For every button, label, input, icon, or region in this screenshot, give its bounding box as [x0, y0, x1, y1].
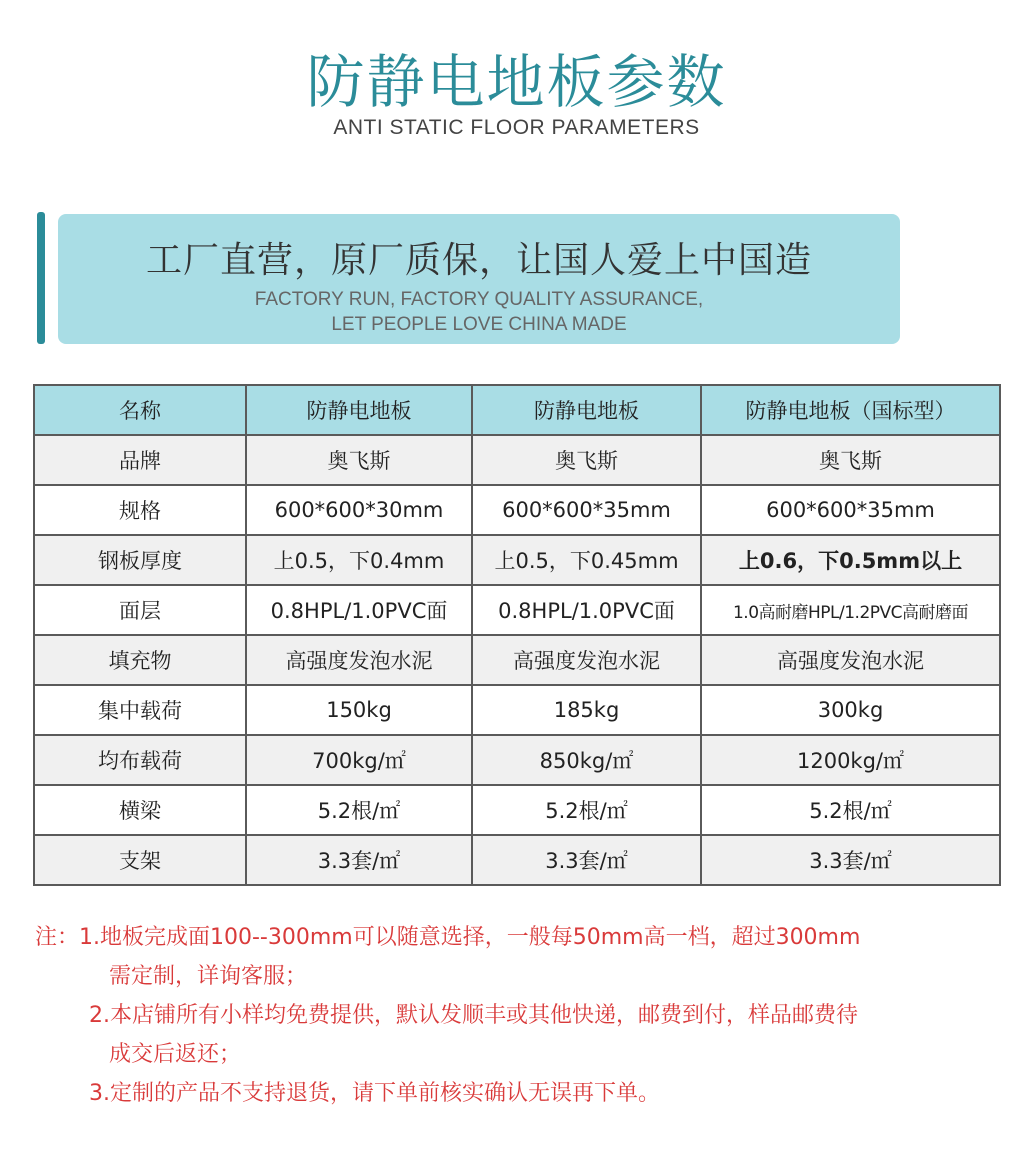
- banner-slogan-en-line1: FACTORY RUN, FACTORY QUALITY ASSURANCE,: [254, 289, 704, 310]
- table-row-size: [34, 485, 1000, 535]
- table-cell: 300kg: [701, 685, 1000, 735]
- table-cell: 5.2根/㎡: [472, 785, 701, 835]
- note-1: 注：1.地板完成面100--300mm可以随意选择，一般每50mm高一档，超过300mm: [35, 925, 861, 950]
- row-label: 集中载荷: [34, 685, 246, 735]
- table-cell: 高强度发泡水泥: [472, 635, 701, 685]
- table-cell: 奥飞斯: [246, 435, 472, 485]
- table-cell: 3.3套/㎡: [472, 835, 701, 885]
- table-cell: 0.8HPL/1.0PVC面: [472, 585, 701, 635]
- table-cell: 600*600*35mm: [701, 485, 1000, 535]
- table-cell: 3.3套/㎡: [701, 835, 1000, 885]
- table-cell: 700kg/㎡: [246, 735, 472, 785]
- header-cell: 防静电地板（国标型）: [701, 385, 1000, 435]
- row-label: 支架: [34, 835, 246, 885]
- note-2-continued: 成交后返还；: [109, 1042, 242, 1067]
- row-label: 规格: [34, 485, 246, 535]
- slogan-banner: [58, 214, 900, 344]
- table-row-filler: [34, 635, 1000, 685]
- table-row-surface: [34, 585, 1000, 635]
- header-cell: 防静电地板: [246, 385, 472, 435]
- table-row-brand: [34, 435, 1000, 485]
- row-label: 面层: [34, 585, 246, 635]
- table-cell: 1200kg/㎡: [701, 735, 1000, 785]
- banner-accent-bar: [37, 212, 45, 344]
- banner-slogan-en: [58, 287, 900, 337]
- notes-section: [35, 918, 1010, 1113]
- row-label: 品牌: [34, 435, 246, 485]
- banner-slogan-cn: 工厂直营，原厂质保，让国人爱上中国造: [145, 240, 812, 281]
- table-cell: 1.0高耐磨HPL/1.2PVC高耐磨面: [701, 585, 1000, 635]
- note-2: 2.本店铺所有小样均免费提供，默认发顺丰或其他快递，邮费到付，样品邮费待: [89, 1003, 858, 1028]
- table-cell: 奥飞斯: [701, 435, 1000, 485]
- table-row-uniform-load: [34, 735, 1000, 785]
- spec-table: [33, 384, 1001, 886]
- row-label: 均布载荷: [34, 735, 246, 785]
- row-label: 填充物: [34, 635, 246, 685]
- table-row-beam: [34, 785, 1000, 835]
- note-1-continued: 需定制，详询客服；: [109, 964, 308, 989]
- table-header-row: [34, 385, 1000, 435]
- table-row-pedestal: [34, 835, 1000, 885]
- table-cell: 上0.5，下0.45mm: [472, 535, 701, 585]
- table-cell: 奥飞斯: [472, 435, 701, 485]
- table-cell: 850kg/㎡: [472, 735, 701, 785]
- table-cell: 150kg: [246, 685, 472, 735]
- table-cell: 高强度发泡水泥: [701, 635, 1000, 685]
- table-cell: 0.8HPL/1.0PVC面: [246, 585, 472, 635]
- table-cell: 600*600*30mm: [246, 485, 472, 535]
- page-subtitle: ANTI STATIC FLOOR PARAMETERS: [333, 116, 700, 139]
- page-title: 防静电地板参数: [306, 48, 727, 116]
- header-cell: 名称: [34, 385, 246, 435]
- note-3: 3.定制的产品不支持退货，请下单前核实确认无误再下单。: [89, 1081, 660, 1106]
- table-cell: 600*600*35mm: [472, 485, 701, 535]
- table-cell: 高强度发泡水泥: [246, 635, 472, 685]
- header-cell: 防静电地板: [472, 385, 701, 435]
- table-cell-highlight: 上0.6，下0.5mm以上: [701, 535, 1000, 585]
- table-row-steel-thickness: [34, 535, 1000, 585]
- row-label: 钢板厚度: [34, 535, 246, 585]
- table-cell: 185kg: [472, 685, 701, 735]
- table-cell: 上0.5，下0.4mm: [246, 535, 472, 585]
- table-cell: 3.3套/㎡: [246, 835, 472, 885]
- table-cell: 5.2根/㎡: [246, 785, 472, 835]
- banner-slogan-en-line2: LET PEOPLE LOVE CHINA MADE: [331, 314, 627, 335]
- row-label: 横梁: [34, 785, 246, 835]
- table-cell: 5.2根/㎡: [701, 785, 1000, 835]
- table-row-concentrated-load: [34, 685, 1000, 735]
